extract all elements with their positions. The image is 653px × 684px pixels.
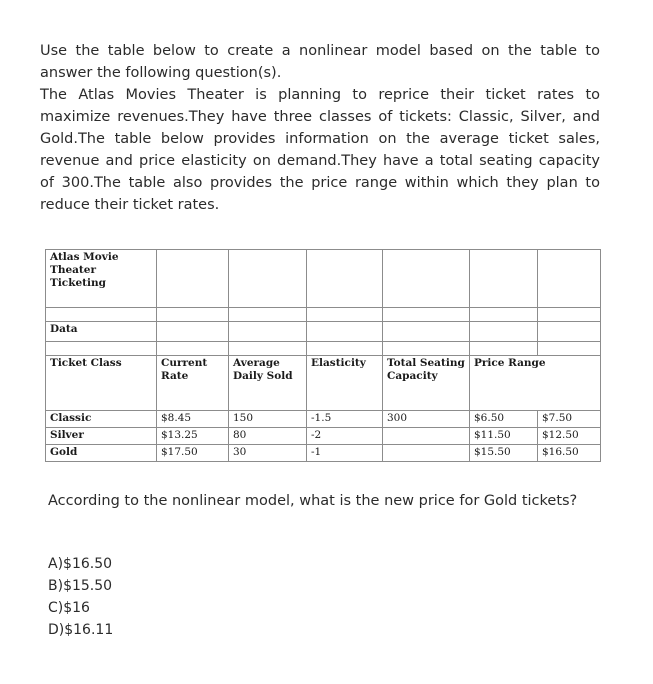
- silver-sold: 80: [229, 428, 307, 445]
- ticketing-table: [45, 249, 601, 462]
- intro-scenario: The Atlas Movies Theater is planning to reprice their ticket rates to maximize revenues.They have three classes of tickets: Classic, Silver, and Gold.The table below provides information on the average ticket sales, revenue and price elasticity on demand.They have a total seating capacity of 300.The table also provides the price range within which they plan to reduce their ticket rates.: [40, 87, 600, 213]
- table-spacer-row: [46, 342, 601, 356]
- table-header-row: [46, 356, 601, 411]
- gold-rate: $17.50: [157, 445, 229, 462]
- header-current-rate: Current Rate: [157, 356, 229, 411]
- classic-range-high: $7.50: [538, 411, 601, 428]
- silver-class: Silver: [46, 428, 157, 445]
- silver-elasticity: -2: [307, 428, 383, 445]
- gold-elasticity: -1: [307, 445, 383, 462]
- choice-a[interactable]: A)$16.50: [48, 556, 113, 572]
- table-title: Atlas Movie Theater Ticketing: [46, 250, 157, 308]
- gold-class: Gold: [46, 445, 157, 462]
- intro-instruction: Use the table below to create a nonlinear model based on the table to answer the following question(s).: [40, 43, 600, 81]
- classic-elasticity: -1.5: [307, 411, 383, 428]
- gold-range-high: $16.50: [538, 445, 601, 462]
- data-label: Data: [46, 322, 157, 342]
- gold-range-low: $15.50: [470, 445, 538, 462]
- table-spacer-row: [46, 308, 601, 322]
- classic-sold: 150: [229, 411, 307, 428]
- table-title-row: [46, 250, 601, 308]
- classic-rate: $8.45: [157, 411, 229, 428]
- header-average-daily-sold: Average Daily Sold: [229, 356, 307, 411]
- table-data-label-row: [46, 322, 601, 342]
- header-total-seating-capacity: Total Seating Capacity: [383, 356, 470, 411]
- table-row-gold: [46, 445, 601, 462]
- answer-choices: [48, 553, 113, 641]
- choice-d[interactable]: D)$16.11: [48, 622, 114, 638]
- classic-class: Classic: [46, 411, 157, 428]
- silver-rate: $13.25: [157, 428, 229, 445]
- gold-sold: 30: [229, 445, 307, 462]
- question-text: According to the nonlinear model, what is the new price for Gold tickets?: [48, 493, 578, 509]
- capacity-value: 300: [383, 411, 470, 428]
- table-row-classic: [46, 411, 601, 428]
- header-ticket-class: Ticket Class: [46, 356, 157, 411]
- silver-range-high: $12.50: [538, 428, 601, 445]
- table-row-silver: [46, 428, 601, 445]
- silver-range-low: $11.50: [470, 428, 538, 445]
- choice-c[interactable]: C)$16: [48, 600, 90, 616]
- classic-range-low: $6.50: [470, 411, 538, 428]
- header-price-range: Price Range: [470, 356, 601, 411]
- choice-b[interactable]: B)$15.50: [48, 578, 113, 594]
- intro-text: [40, 40, 600, 216]
- header-elasticity: Elasticity: [307, 356, 383, 411]
